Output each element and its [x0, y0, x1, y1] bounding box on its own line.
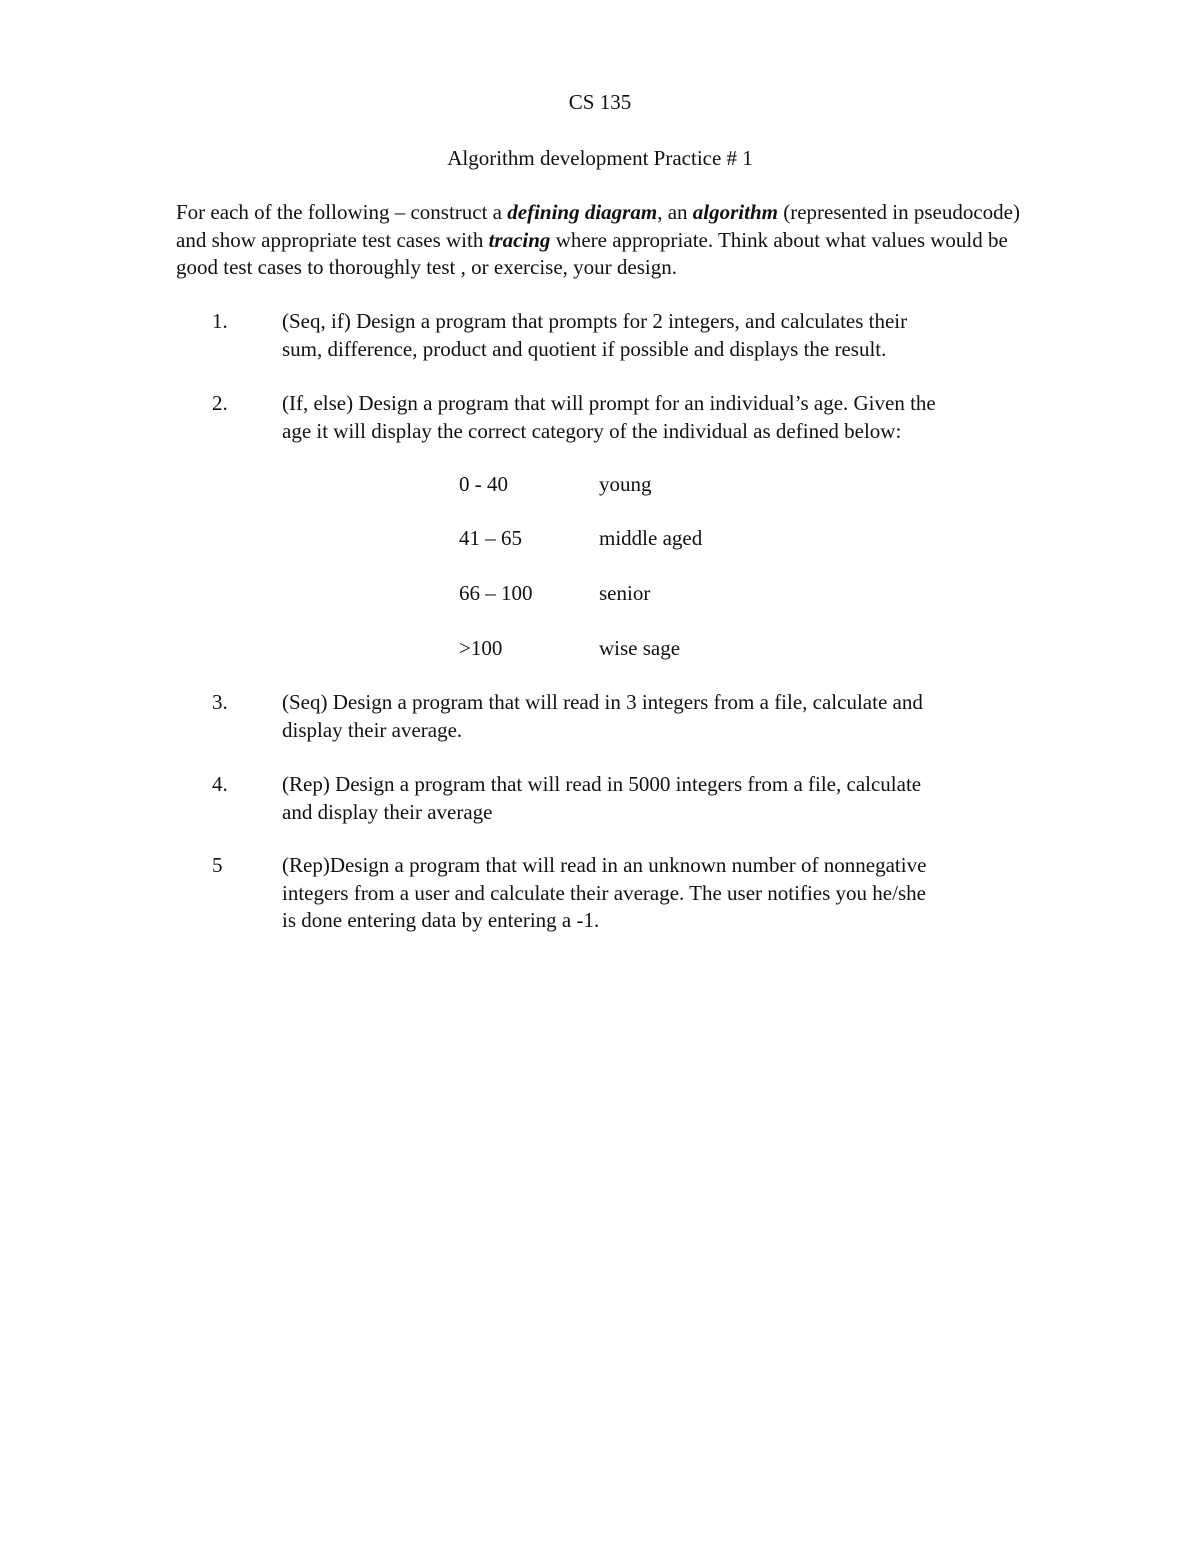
item-5-text	[282, 852, 1032, 935]
age-range-cell: >100	[459, 636, 503, 660]
item-5-line-1: (Rep)Design a program that will read in an unknown number of nonnegative	[282, 853, 927, 877]
item-3-line-1: (Seq) Design a program that will read in 3 integers from a file, calculate and	[282, 690, 923, 714]
intro-text-2: , an	[657, 200, 693, 224]
age-category-cell: young	[599, 472, 652, 496]
item-3-number: 3.	[212, 690, 228, 714]
item-5-line-3: is done entering data by entering a -1.	[282, 908, 600, 932]
item-2-line-2: age it will display the correct category of the individual as defined below:	[282, 418, 902, 443]
item-4-number: 4.	[212, 772, 228, 796]
intro-emphasis-tracing: tracing	[488, 227, 551, 252]
item-1-line-2: sum, difference, product and quotient if possible and displays the result.	[282, 336, 887, 361]
course-heading: CS 135	[568, 90, 632, 114]
item-2-text	[282, 390, 1032, 445]
age-range-cell: 0 - 40	[459, 472, 508, 496]
practice-title: Algorithm development Practice # 1	[447, 146, 753, 170]
intro-emphasis-defining-diagram: defining diagram	[507, 200, 658, 224]
item-4-line-2: and display their average	[282, 799, 493, 824]
item-2-line-1: (If, else) Design a program that will prompt for an individual’s age. Given the	[282, 391, 936, 415]
intro-paragraph	[176, 199, 1036, 282]
intro-text-1: For each of the following – construct a	[176, 200, 508, 224]
item-4-line-1: (Rep) Design a program that will read in 5000 integers from a file, calculate	[282, 772, 922, 796]
item-5-number: 5	[212, 853, 223, 877]
item-4-text	[282, 771, 1032, 826]
intro-text-4: where appropriate. Think about what values would be good test cases to thoroughly test , or exercise, your design.	[176, 227, 1008, 279]
item-3-text	[282, 689, 1032, 744]
item-1-text	[282, 308, 1032, 363]
item-1-number: 1.	[212, 309, 228, 333]
age-range-cell: 66 – 100	[459, 581, 533, 605]
age-category-cell: senior	[599, 581, 651, 605]
age-range-cell: 41 – 65	[459, 526, 522, 550]
intro-text-3: (represented in pseudocode) and show appropriate test cases with	[176, 200, 1020, 252]
item-3-line-2: display their average.	[282, 717, 463, 742]
intro-emphasis-algorithm: algorithm	[692, 200, 778, 224]
item-1-line-1: (Seq, if) Design a program that prompts for 2 integers, and calculates their	[282, 309, 908, 333]
age-category-cell: wise sage	[599, 636, 681, 660]
item-2-number: 2.	[212, 391, 228, 415]
age-category-cell: middle aged	[599, 526, 703, 550]
item-5-line-2: integers from a user and calculate their average. The user notifies you he/she	[282, 880, 926, 905]
